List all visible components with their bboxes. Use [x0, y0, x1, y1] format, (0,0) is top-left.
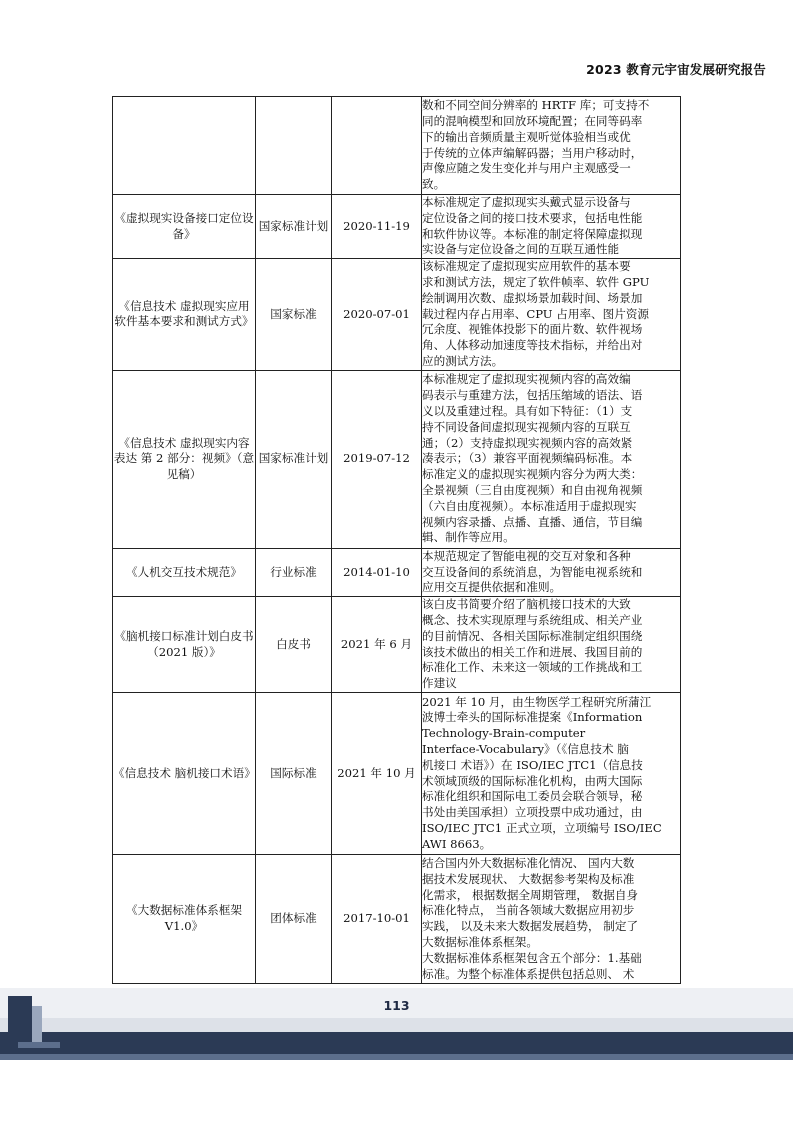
release-date-cell: 2020-07-01: [332, 259, 422, 371]
standard-name-cell: 《信息技术 虚拟现实内容表达 第 2 部分：视频》（意见稿）: [113, 370, 256, 548]
description-line: 求和测试方法，规定了软件帧率、软件 GPU: [422, 274, 650, 289]
standard-name-cell: 《信息技术 虚拟现实应用软件基本要求和测试方式》: [113, 259, 256, 371]
description-line: 该技术做出的相关工作和进展、我国目前的: [422, 644, 643, 659]
description-line: 书处由美国承担）立项投票中成功通过，由: [422, 805, 643, 820]
description-line: 角、人体移动加速度等技术指标，并给出对: [422, 338, 643, 353]
description-line: （六自由度视频）。本标准适用于虚拟现实: [422, 498, 637, 513]
description-line: 同的混响模型和回放环境配置；在同等码率: [422, 113, 643, 128]
description-line: 作建议: [422, 676, 457, 691]
description-line: 全景视频（三自由度视频）和自由视角视频: [422, 482, 643, 497]
description-line: 该白皮书简要介绍了脑机接口技术的大致: [422, 597, 631, 612]
standard-name-cell: 《虚拟现实设备接口定位设备》: [113, 195, 256, 259]
description-line: 和软件协议等。本标准的制定将保障虚拟现: [422, 226, 643, 241]
description-line: 的目前情况、各相关国际标准制定组织围绕: [422, 628, 643, 643]
description-cell: [422, 195, 681, 259]
description-line: 实设备与定位设备之间的互联互通性能: [422, 242, 620, 257]
page-number: 113: [383, 998, 410, 1013]
description-line: 本规范规定了智能电视的交互对象和各种: [422, 548, 631, 563]
description-line: 概念、技术实现原理与系统组成、相关产业: [422, 613, 643, 628]
standard-name-cell: 《信息技术 脑机接口术语》: [113, 693, 256, 855]
description-line: ISO/IEC JTC1 正式立项，立项编号 ISO/IEC: [422, 821, 662, 836]
description-cell: [422, 370, 681, 548]
description-line: 致。: [422, 177, 446, 192]
description-cell: [422, 597, 681, 693]
description-line: 术领域顶级的国际标准化机构，由两大国际: [422, 773, 643, 788]
description-line: 标准定义的虚拟现实视频内容分为两大类：: [422, 467, 643, 482]
description-line: 标准化工作、未来这一领域的工作挑战和工: [422, 660, 643, 675]
release-date-cell: 2021 年 6 月: [332, 597, 422, 693]
description-line: 大数据标准体系框架包含五个部分：1.基础: [422, 950, 642, 965]
description-line: 本标准规定了虚拟现实视频内容的高效编: [422, 372, 631, 387]
description-line: 下的输出音频质量主观听觉体验相当或优: [422, 129, 631, 144]
standard-name-cell: [113, 97, 256, 195]
standard-name-cell: 《大数据标准体系框架 V1.0》: [113, 855, 256, 984]
standard-type-cell: 国家标准计划: [256, 195, 332, 259]
description-line: 码表示与重建方法，包括压缩域的语法、语: [422, 388, 643, 403]
description-line: Technology-Brain-computer: [422, 726, 586, 741]
description-line: 应的测试方法。: [422, 353, 504, 368]
standard-name-cell: 《脑机接口标准计划白皮书（2021 版）》: [113, 597, 256, 693]
description-line: 义以及重建过程。具有如下特征：（1）支: [422, 403, 633, 418]
description-line: 交互设备间的系统消息，为智能电视系统和: [422, 564, 643, 579]
description-line: 该标准规定了虚拟现实应用软件的基本要: [422, 259, 631, 274]
description-line: 应用交互提供依据和准则。: [422, 580, 562, 595]
release-date-cell: 2014-01-10: [332, 548, 422, 596]
description-line: 通；（2）支持虚拟现实视频内容的高效紧: [422, 435, 633, 450]
description-line: 波博士牵头的国际标准提案《Information: [422, 710, 643, 725]
description-line: 标准。为整个标准体系提供包括总则、 术: [422, 966, 635, 981]
description-line: 大数据标准体系框架。: [422, 934, 538, 949]
description-cell: [422, 97, 681, 195]
description-line: 辑、制作等应用。: [422, 530, 515, 545]
table-row: [113, 195, 681, 259]
table-row: [113, 693, 681, 855]
description-line: 标准化特点， 当前各领域大数据应用初步: [422, 903, 635, 918]
description-cell: [422, 548, 681, 596]
table-row: [113, 97, 681, 195]
description-line: 据技术发展现状、 大数据参考架构及标准: [422, 871, 635, 886]
standard-type-cell: 白皮书: [256, 597, 332, 693]
description-cell: [422, 259, 681, 371]
description-line: 于传统的立体声编解码器；当用户移动时，: [422, 145, 643, 160]
release-date-cell: 2021 年 10 月: [332, 693, 422, 855]
description-line: AWI 8663。: [422, 836, 492, 851]
standard-type-cell: 国际标准: [256, 693, 332, 855]
description-line: 本标准规定了虚拟现实头戴式显示设备与: [422, 195, 631, 209]
table-row: [113, 259, 681, 371]
table-row: [113, 855, 681, 984]
release-date-cell: 2019-07-12: [332, 370, 422, 548]
description-cell: [422, 693, 681, 855]
standard-type-cell: 行业标准: [256, 548, 332, 596]
description-line: 绘制调用次数、虚拟场景加载时间、场景加: [422, 290, 643, 305]
description-line: 凑表示；（3）兼容平面视频编码标准。本: [422, 451, 633, 466]
description-line: 声像应随之发生变化并与用户主观感受一: [422, 161, 631, 176]
description-line: 载过程内存占用率、CPU 占用率、图片资源: [422, 306, 650, 321]
release-date-cell: [332, 97, 422, 195]
description-line: 结合国内外大数据标准化情况、 国内大数: [422, 855, 635, 870]
table-row: [113, 370, 681, 548]
standard-type-cell: 国家标准: [256, 259, 332, 371]
standard-type-cell: 国家标准计划: [256, 370, 332, 548]
description-line: 实践， 以及未来大数据发展趋势， 制定了: [422, 919, 639, 934]
release-date-cell: 2020-11-19: [332, 195, 422, 259]
report-title: 2023 教育元宇宙发展研究报告: [586, 62, 766, 77]
table-row: [113, 548, 681, 596]
description-line: 持不同设备间虚拟现实视频内容的互联互: [422, 419, 631, 434]
standard-name-cell: 《人机交互技术规范》: [113, 548, 256, 596]
standard-type-cell: [256, 97, 332, 195]
release-date-cell: 2017-10-01: [332, 855, 422, 984]
description-line: 冗余度、视锥体投影下的面片数、软件视场: [422, 322, 643, 337]
description-line: 化需求， 根据数据全周期管理， 数据自身: [422, 887, 639, 902]
description-line: 标准化组织和国际电工委员会联合领导，秘: [422, 789, 643, 804]
standards-table: [112, 96, 681, 984]
description-line: Interface-Vocabulary》（《信息技术 脑: [422, 742, 629, 757]
description-line: 定位设备之间的接口技术要求，包括电性能: [422, 210, 643, 225]
standard-type-cell: 团体标准: [256, 855, 332, 984]
description-line: 数和不同空间分辨率的 HRTF 库；可支持不: [422, 98, 650, 113]
description-cell: [422, 855, 681, 984]
description-line: 机接口 术语》）在 ISO/IEC JTC1（信息技: [422, 757, 643, 772]
table-row: [113, 597, 681, 693]
description-line: 2021 年 10 月，由生物医学工程研究所蒲江: [422, 694, 652, 709]
description-line: 视频内容录播、点播、直播、通信，节目编: [422, 514, 643, 529]
